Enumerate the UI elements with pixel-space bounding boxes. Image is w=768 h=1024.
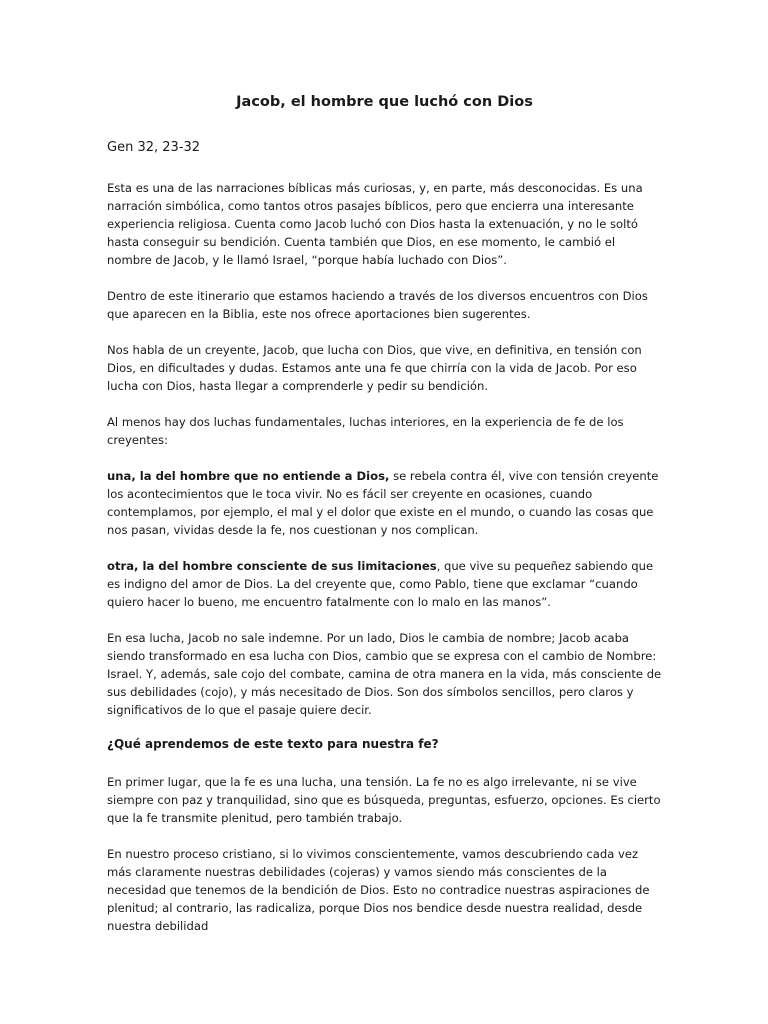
struggle-two-text: , que vive su pequeñez sabiendo que es indigno del amor de Dios. La del creyente que, como Pablo, tiene que exclamar “cuando quiero hacer lo bueno, me encuentro fatalmente con lo malo en las manos”. xyxy=(107,559,654,609)
struggle-one-lead: una, la del hombre que no entiende a Dios, xyxy=(107,469,390,483)
struggle-one-paragraph xyxy=(107,467,662,539)
bible-reference: Gen 32, 23-32 xyxy=(107,140,201,155)
document-page xyxy=(107,94,662,953)
paragraph-intro: Esta es una de las narraciones bíblicas más curiosas, y, en parte, más desconocidas. Es una narración simbólica, como tantos otros pasajes bíblicos, pero que encierra una interesante experiencia religiosa. Cuenta como Jacob luchó con Dios hasta la extenuación, y no le soltó hasta conseguir su bendición. Cuenta también que Dios, en ese momento, le cambió el nombre de Jacob, y le llamó Israel, “porque había luchado con Dios”. xyxy=(107,181,643,267)
paragraph-believer: Nos habla de un creyente, Jacob, que lucha con Dios, que vive, en definitiva, en tensión con Dios, en dificultades y dudas. Estamos ante una fe que chirría con la vida de Jacob. Por eso lucha con Dios, hasta llegar a comprenderle y pedir su bendición. xyxy=(107,343,642,393)
paragraph-struggles: Al menos hay dos luchas fundamentales, luchas interiores, en la experiencia de fe de los creyentes: xyxy=(107,415,624,447)
paragraph-itinerary: Dentro de este itinerario que estamos haciendo a través de los diversos encuentros con Dios que aparecen en la Biblia, este nos ofrece aportaciones bien sugerentes. xyxy=(107,289,648,321)
paragraph-process: En nuestro proceso cristiano, si lo vivimos conscientemente, vamos descubriendo cada vez más claramente nuestras debilidades (cojeras) y vamos siendo más conscientes de la necesidad que tenemos de la bendición de Dios. Esto no contradice nuestras aspiraciones de plenitud; al contrario, las radicaliza, porque Dios nos bendice desde nuestra realidad, desde nuestra debilidad xyxy=(107,847,650,933)
question-heading: ¿Qué aprendemos de este texto para nuestra fe? xyxy=(107,737,439,751)
document-title: Jacob, el hombre que luchó con Dios xyxy=(236,94,533,110)
struggle-two-lead: otra, la del hombre consciente de sus limitaciones xyxy=(107,559,437,573)
paragraph-transformation: En esa lucha, Jacob no sale indemne. Por un lado, Dios le cambia de nombre; Jacob acaba siendo transformado en esa lucha con Dios, cambio que se expresa con el cambio de Nombre: Israel. Y, además, sale cojo del combate, camina de otra manera en la vida, más consciente de sus debilidades (cojo), y más necesitado de Dios. Son dos símbolos sencillos, pero claros y significativos de lo que el pasaje quiere decir. xyxy=(107,631,662,717)
struggle-two-paragraph xyxy=(107,557,662,611)
paragraph-first-lesson: En primer lugar, que la fe es una lucha, una tensión. La fe no es algo irrelevante, ni se vive siempre con paz y tranquilidad, sino que es búsqueda, preguntas, esfuerzo, opciones. Es cierto que la fe transmite plenitud, pero también trabajo. xyxy=(107,775,661,825)
struggle-one-text: se rebela contra él, vive con tensión creyente los acontecimientos que le toca vivir. No es fácil ser creyente en ocasiones, cuando contemplamos, por ejemplo, el mal y el dolor que existe en el mundo, o cuando las cosas que nos pasan, vividas desde la fe, nos cuestionan y nos complican. xyxy=(107,469,659,537)
